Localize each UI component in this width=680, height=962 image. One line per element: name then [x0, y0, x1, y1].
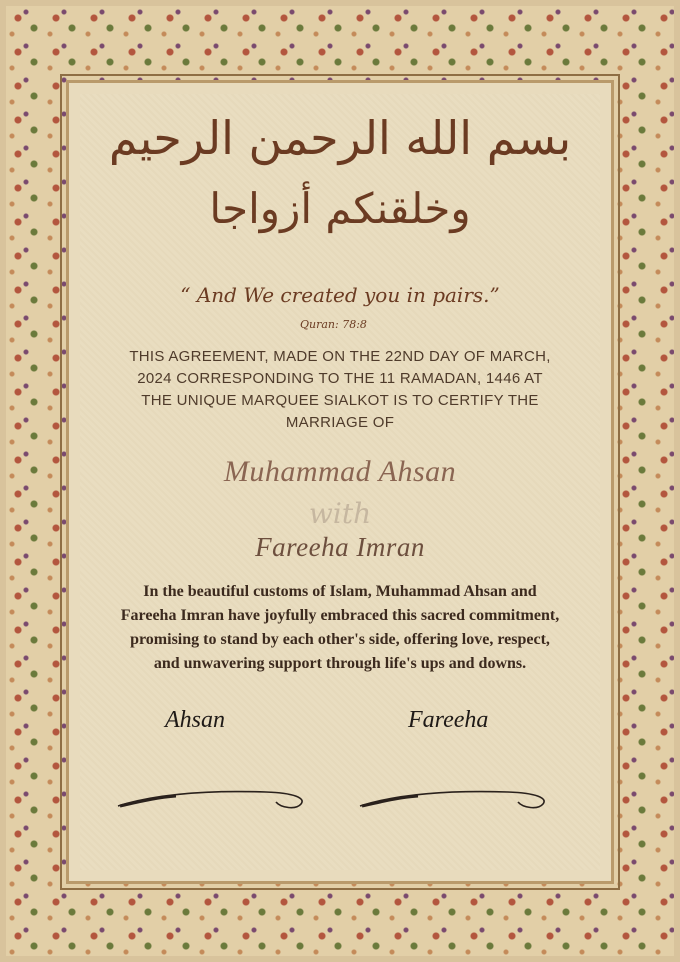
groom-name: Muhammad Ahsan — [223, 455, 457, 488]
agreement-line: THIS AGREEMENT, MADE ON THE 22ND DAY OF MARCH, — [129, 348, 551, 365]
signature-line-bride — [358, 780, 548, 820]
description-line: In the beautiful customs of Islam, Muhammad Ahsan and — [143, 583, 537, 600]
with-word: with — [308, 497, 372, 530]
bride-name: Fareeha Imran — [255, 532, 425, 562]
quran-reference: Quran: 78:8 — [300, 318, 367, 331]
description-line: promising to stand by each other's side, offering love, respect, — [130, 631, 550, 648]
agreement-text — [100, 346, 580, 434]
agreement-line: THE UNIQUE MARQUEE SIALKOT IS TO CERTIFY THE — [141, 392, 539, 409]
description-paragraph — [96, 580, 584, 676]
signature-name-groom: Ahsan — [165, 707, 225, 733]
description-line: and unwavering support through life's ups and downs. — [153, 655, 527, 672]
agreement-line: 2024 CORRESPONDING TO THE 11 RAMADAN, 1446 AT — [137, 370, 543, 387]
quran-translation: “ And We created you in pairs.” — [180, 283, 500, 307]
signature-name-bride: Fareeha — [408, 707, 489, 733]
ayah-calligraphy: وخلقنكم أزواجا — [209, 184, 471, 233]
bismillah-calligraphy: بسم الله الرحمن الرحيم — [108, 111, 572, 165]
agreement-line: MARRIAGE OF — [285, 414, 395, 431]
signature-line-groom — [116, 780, 306, 820]
description-line: Fareeha Imran have joyfully embraced this sacred commitment, — [120, 607, 560, 624]
